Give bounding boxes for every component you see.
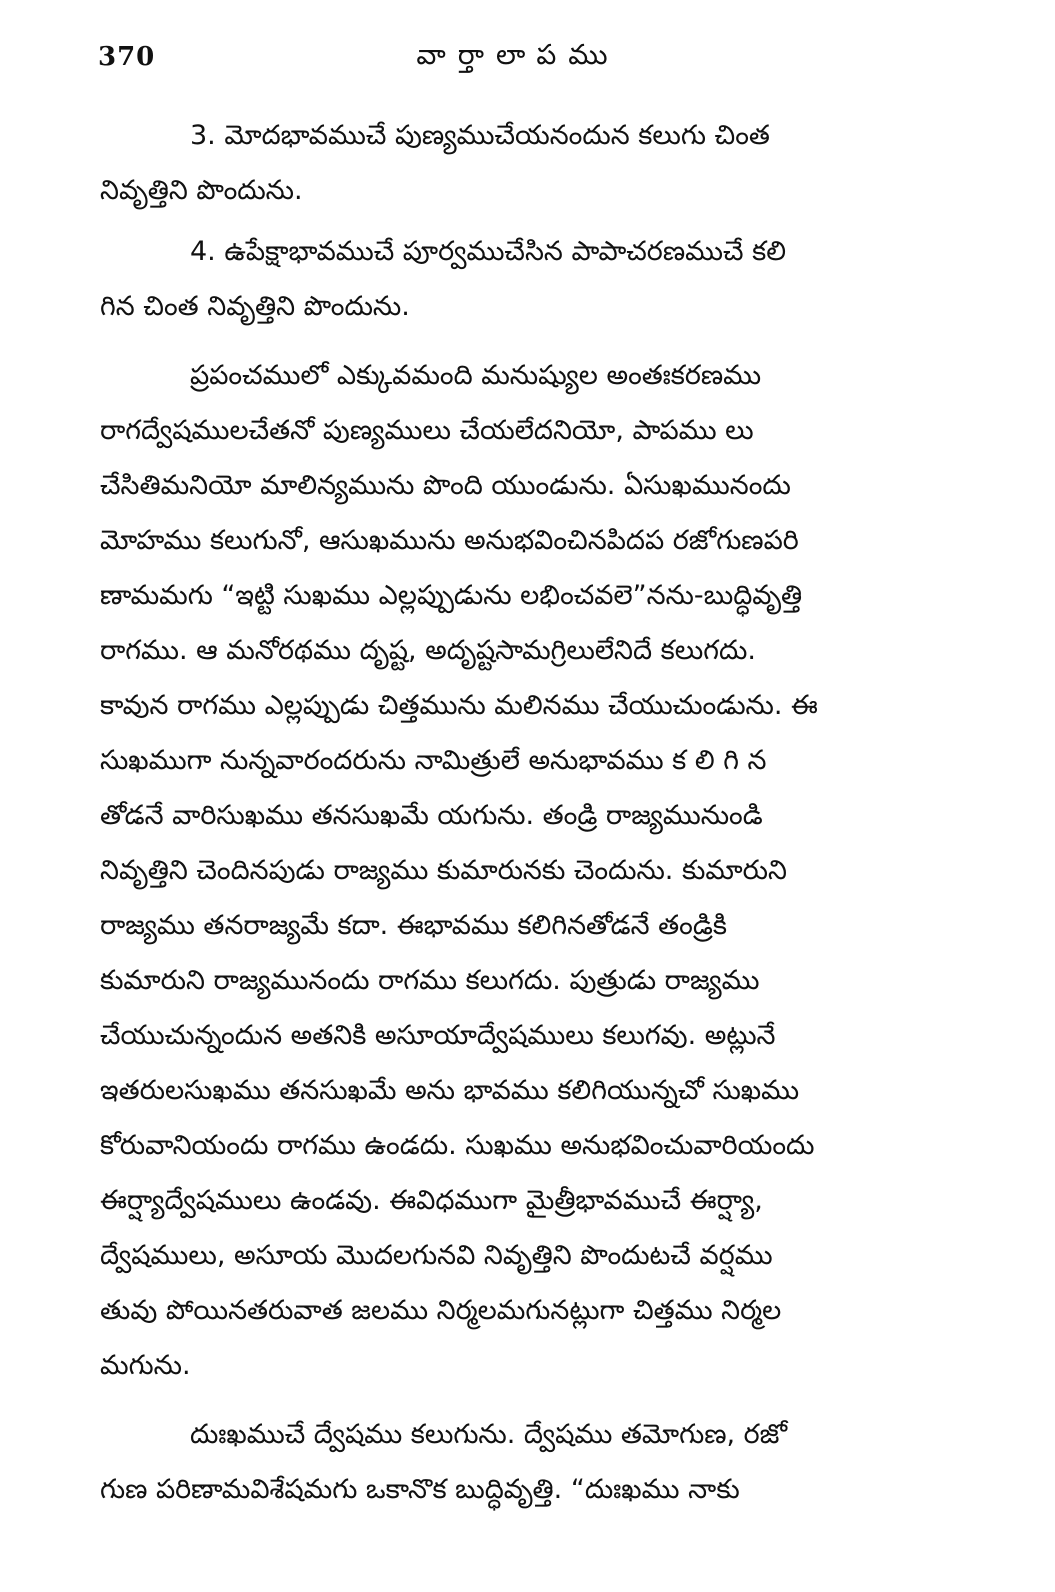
text-line: రాగద్వేషములచేతనో పుణ్యములు చేయలేదనియో, పాపము లు	[100, 415, 754, 446]
page-number: 370	[98, 42, 156, 72]
paragraph-point-4	[100, 224, 940, 334]
paragraph-point-3	[100, 108, 940, 218]
text-line: 3. మోదభావముచే పుణ్యముచేయనందున కలుగు చింత	[190, 120, 770, 151]
text-line: చేయుచున్నందున అతనికి అసూయాద్వేషములు కలుగవు. అట్లునే	[100, 1020, 776, 1051]
text-line: గుణ పరిణామవిశేషమగు ఒకానొక బుద్ధివృత్తి. “దుఃఖము నాకు	[100, 1474, 740, 1505]
running-title: వార్తాలాపము	[416, 38, 620, 71]
text-line: ప్రపంచములో ఎక్కువమంది మనుష్యుల అంతఃకరణము	[190, 360, 762, 391]
text-line: 4. ఉపేక్షాభావముచే పూర్వముచేసిన పాపాచరణముచే కలి	[190, 236, 787, 267]
text-line: ద్వేషములు, అసూయ మొదలగునవి నివృత్తిని పొందుటచే వర్షము	[100, 1240, 773, 1271]
text-line: ణామమగు “ఇట్టి సుఖము ఎల్లప్పుడును లభించవలె”నను-బుద్ధివృత్తి	[100, 580, 803, 611]
text-line: రాజ్యము తనరాజ్యమే కదా. ఈభావము కలిగినతోడనే తండ్రికి	[100, 910, 727, 941]
text-line: దుఃఖముచే ద్వేషము కలుగును. ద్వేషము తమోగుణ, రజో	[190, 1419, 788, 1450]
paragraph-dukha	[100, 1407, 940, 1517]
text-line: కావున రాగము ఎల్లప్పుడు చిత్తమును మలినము చేయుచుండును. ఈ	[100, 690, 818, 721]
paragraph-main	[100, 348, 940, 1393]
text-line: సుఖముగా నున్నవారందరును నామిత్రులే అనుభావము క లి గి న	[100, 745, 767, 776]
text-line: తోడనే వారిసుఖము తనసుఖమే యగును. తండ్రి రాజ్యమునుండి	[100, 800, 763, 831]
text-line: నివృత్తిని చెందినపుడు రాజ్యము కుమారునకు చెందును. కుమారుని	[100, 855, 787, 886]
text-line: కుమారుని రాజ్యమునందు రాగము కలుగదు. పుత్రుడు రాజ్యము	[100, 965, 760, 996]
text-line: ఈర్ష్యాద్వేషములు ఉండవు. ఈవిధముగా మైత్రీభావముచే ఈర్ష్యా,	[100, 1185, 763, 1216]
text-line: నివృత్తిని పొందును.	[100, 175, 303, 206]
text-line: రాగము. ఆ మనోరథము దృష్ట, అదృష్టసామగ్రిలులేనిదే కలుగదు.	[100, 635, 756, 666]
text-line: చేసితిమనియో మాలిన్యమును పొంది యుండును. ఏసుఖమునందు	[100, 470, 791, 501]
text-line: కోరువానియందు రాగము ఉండదు. సుఖము అనుభవించువారియందు	[100, 1130, 815, 1161]
text-line: తువు పోయినతరువాత జలము నిర్మలమగునట్లుగా చిత్తము నిర్మల	[100, 1295, 782, 1326]
text-line: ఇతరులసుఖము తనసుఖమే అను భావము కలిగియున్నచో సుఖము	[100, 1075, 800, 1106]
page-header	[98, 38, 938, 88]
text-line: గిన చింత నివృత్తిని పొందును.	[100, 291, 410, 322]
text-line: మోహము కలుగునో, ఆసుఖమును అనుభవించినపిదప రజోగుణపరి	[100, 525, 799, 556]
body-text	[100, 108, 940, 1517]
text-line: మగును.	[100, 1350, 191, 1381]
